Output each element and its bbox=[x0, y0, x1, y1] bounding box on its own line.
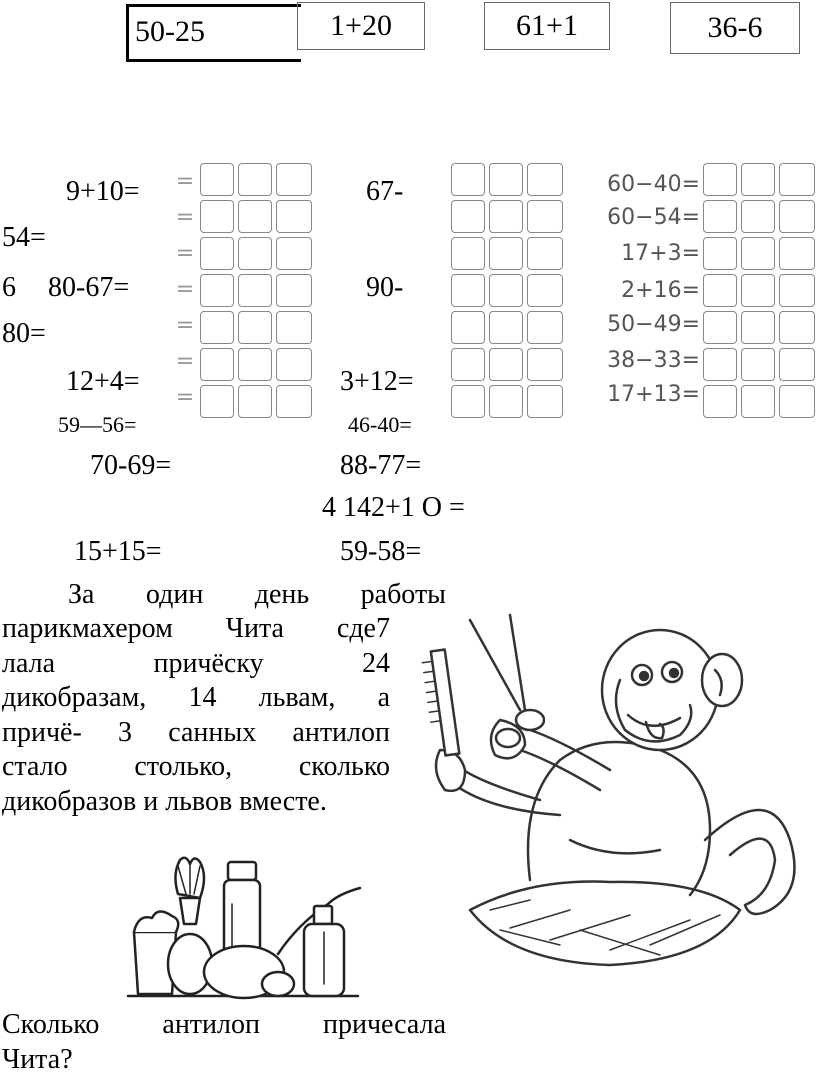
answer-cell[interactable] bbox=[527, 348, 563, 381]
word-problem bbox=[2, 612, 390, 819]
mid-expression-1: 67- bbox=[366, 176, 404, 207]
answer-cell[interactable] bbox=[703, 311, 737, 344]
monkey-hairdresser-illustration bbox=[410, 610, 810, 982]
equals-sign: = bbox=[175, 205, 195, 230]
left-expression-3: 6 bbox=[2, 272, 16, 303]
answer-cell[interactable] bbox=[527, 200, 563, 233]
answer-cell[interactable] bbox=[779, 163, 815, 196]
mid-expression-3: 3+12= bbox=[340, 366, 414, 397]
answer-cell[interactable] bbox=[451, 200, 485, 233]
question-line-2: Чита? bbox=[2, 1043, 73, 1075]
mid-expression-5: 88-77= bbox=[340, 450, 422, 481]
answer-cell[interactable] bbox=[200, 348, 234, 381]
answer-cell[interactable] bbox=[703, 200, 737, 233]
answer-cell[interactable] bbox=[238, 163, 272, 196]
equals-sign: = bbox=[175, 349, 195, 374]
problem-first-line-block bbox=[2, 578, 446, 613]
question-line-1: Сколько антилоп причесала bbox=[2, 1009, 446, 1040]
answer-cell[interactable] bbox=[741, 274, 775, 307]
answer-cell[interactable] bbox=[200, 237, 234, 270]
top-expression-4: 36-6 bbox=[707, 11, 763, 44]
right-expression-2: 60−54= bbox=[607, 205, 700, 230]
answer-cell[interactable] bbox=[451, 311, 485, 344]
answer-cell[interactable] bbox=[238, 200, 272, 233]
answer-cell[interactable] bbox=[200, 311, 234, 344]
answer-cell[interactable] bbox=[489, 163, 523, 196]
right-expression-7: 17+13= bbox=[607, 382, 700, 407]
answer-cell[interactable] bbox=[200, 200, 234, 233]
answer-cell[interactable] bbox=[489, 311, 523, 344]
top-expression-1: 50-25 bbox=[135, 15, 205, 48]
equals-column bbox=[174, 164, 196, 416]
answer-cell[interactable] bbox=[779, 385, 815, 418]
answer-cell[interactable] bbox=[741, 348, 775, 381]
answer-cell[interactable] bbox=[200, 274, 234, 307]
answer-cell[interactable] bbox=[527, 311, 563, 344]
answer-cell[interactable] bbox=[451, 163, 485, 196]
answer-cell[interactable] bbox=[276, 385, 312, 418]
right-expression-1: 60−40= bbox=[607, 172, 700, 197]
top-expression-box-3 bbox=[484, 2, 610, 50]
left-expression-4: 80-67= bbox=[48, 272, 130, 303]
answer-cell[interactable] bbox=[703, 237, 737, 270]
answer-cell[interactable] bbox=[451, 237, 485, 270]
answer-cell[interactable] bbox=[489, 348, 523, 381]
answer-cell[interactable] bbox=[238, 311, 272, 344]
answer-cell[interactable] bbox=[451, 385, 485, 418]
answer-cell[interactable] bbox=[703, 163, 737, 196]
answer-cell[interactable] bbox=[200, 385, 234, 418]
answer-cell[interactable] bbox=[703, 274, 737, 307]
mid-expression-2: 90- bbox=[366, 272, 404, 303]
equals-sign: = bbox=[175, 313, 195, 338]
answer-cell[interactable] bbox=[779, 200, 815, 233]
answer-cell[interactable] bbox=[276, 348, 312, 381]
left-expression-6: 12+4= bbox=[66, 366, 140, 397]
answer-cell[interactable] bbox=[741, 385, 775, 418]
equals-sign: = bbox=[175, 241, 195, 266]
answer-cell[interactable] bbox=[451, 348, 485, 381]
equals-sign: = bbox=[175, 169, 195, 194]
answer-cell[interactable] bbox=[779, 311, 815, 344]
right-expression-4: 2+16= bbox=[621, 278, 700, 303]
mid-expression-6: 4 142+1 О = bbox=[322, 492, 465, 523]
answer-cell[interactable] bbox=[276, 311, 312, 344]
answer-cell[interactable] bbox=[527, 274, 563, 307]
answer-cell[interactable] bbox=[527, 163, 563, 196]
top-expression-box-4 bbox=[670, 2, 800, 54]
left-expression-8: 70-69= bbox=[90, 450, 172, 481]
answer-cell[interactable] bbox=[238, 348, 272, 381]
answer-cell[interactable] bbox=[489, 200, 523, 233]
answer-cell[interactable] bbox=[489, 385, 523, 418]
answer-cell[interactable] bbox=[489, 237, 523, 270]
right-expression-5: 50−49= bbox=[607, 312, 700, 337]
problem-line-2: парикмахером Чита сде7 bbox=[2, 613, 390, 644]
mid-expression-4: 46-40= bbox=[348, 412, 412, 437]
problem-line-4: дикобразам, 14 львам, а bbox=[2, 682, 390, 713]
answer-cell[interactable] bbox=[238, 237, 272, 270]
answer-cell[interactable] bbox=[276, 163, 312, 196]
answer-cell[interactable] bbox=[741, 163, 775, 196]
top-expression-2: 1+20 bbox=[330, 9, 392, 42]
left-expression-5: 80= bbox=[2, 318, 46, 349]
top-expression-box-1 bbox=[126, 4, 301, 62]
left-expression-1: 9+10= bbox=[66, 176, 140, 207]
right-expression-6: 38−33= bbox=[607, 348, 700, 373]
problem-line-3: лала причёску 24 bbox=[2, 647, 390, 679]
answer-cell[interactable] bbox=[703, 348, 737, 381]
answer-cell[interactable] bbox=[779, 237, 815, 270]
answer-cell[interactable] bbox=[200, 163, 234, 196]
mid-expression-7: 59-58= bbox=[340, 536, 422, 567]
answer-cell[interactable] bbox=[276, 274, 312, 307]
answer-cell[interactable] bbox=[527, 385, 563, 418]
answer-cell[interactable] bbox=[741, 200, 775, 233]
left-expression-2: 54= bbox=[2, 222, 46, 253]
answer-cell[interactable] bbox=[238, 274, 272, 307]
answer-cell[interactable] bbox=[451, 274, 485, 307]
question bbox=[2, 1008, 446, 1077]
answer-grid-3 bbox=[703, 163, 815, 418]
answer-grid-1 bbox=[200, 163, 312, 418]
top-expression-3: 61+1 bbox=[516, 9, 578, 42]
answer-cell[interactable] bbox=[779, 274, 815, 307]
problem-line-1: За один день работы bbox=[68, 579, 446, 610]
left-expression-9: 15+15= bbox=[74, 536, 162, 567]
problem-line-7: дикобразов и львов вместе. bbox=[2, 785, 327, 817]
top-expression-box-2 bbox=[297, 2, 425, 50]
answer-cell[interactable] bbox=[741, 311, 775, 344]
answer-cell[interactable] bbox=[527, 237, 563, 270]
problem-line-6: стало столько, сколько bbox=[2, 751, 390, 782]
problem-line-5: причё- 3 санных антилоп bbox=[2, 716, 390, 748]
answer-cell[interactable] bbox=[276, 200, 312, 233]
right-expression-3: 17+3= bbox=[621, 241, 700, 266]
answer-cell[interactable] bbox=[741, 237, 775, 270]
answer-cell[interactable] bbox=[276, 237, 312, 270]
equals-sign: = bbox=[175, 385, 195, 410]
barber-tools-illustration bbox=[128, 854, 364, 1004]
answer-cell[interactable] bbox=[238, 385, 272, 418]
answer-grid-2 bbox=[451, 163, 563, 418]
left-expression-7: 59—56= bbox=[58, 412, 137, 437]
answer-cell[interactable] bbox=[779, 348, 815, 381]
answer-cell[interactable] bbox=[489, 274, 523, 307]
equals-sign: = bbox=[175, 277, 195, 302]
answer-cell[interactable] bbox=[703, 385, 737, 418]
